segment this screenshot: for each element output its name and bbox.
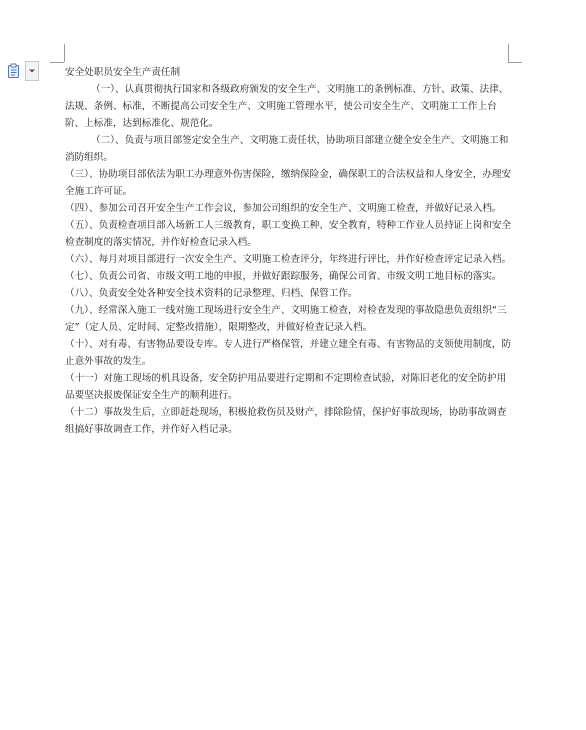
crop-mark-top-left (64, 44, 65, 62)
paragraph: （六）、每月对项目部进行一次安全生产、文明施工检查评分，年终进行评比，并作好检查评定记录入档。 (65, 254, 512, 265)
chevron-down-icon[interactable] (25, 61, 39, 81)
paragraph: （二）、负责与项目部签定安全生产、文明施工责任状，协助项目部建立健全安全生产、文明施工和消防组织。 (65, 135, 509, 163)
paragraph: （十）、对有毒、有害物品要设专库。专人进行严格保管，并建立建全有毒、有害物品的支领使用制度，防止意外事故的发生。 (65, 339, 512, 367)
paragraph: （四）、参加公司召开安全生产工作会议，参加公司组织的安全生产、文明施工检查，并做好记录入档。 (65, 203, 502, 214)
paragraph: （十二）事故发生后，立即赶赴现场，积极抢救伤员及财产，排除险情，保护好事故现场，协助事故调查组搞好事故调查工作，并作好入档记录。 (65, 407, 507, 435)
document-body[interactable] (65, 64, 515, 438)
paragraph: （九）、经常深入施工一线对施工现场进行安全生产、文明施工检查，对检查发现的事故隐患负责组织“三定”（定人员、定时间、定整改措施），限期整改，并做好检查记录入档。 (65, 305, 507, 333)
paragraph: （七）、负责公司省、市级文明工地的申报，并做好跟踪服务，确保公司省、市级文明工地目标的落实。 (65, 271, 502, 282)
crop-mark-top-left (50, 62, 64, 63)
paragraph: （十一）对施工现场的机具设备，安全防护用品要进行定期和不定期检查试验，对陈旧老化的安全防护用品要坚决报废保证安全生产的顺利进行。 (65, 373, 507, 401)
paragraph: （一）、认真贯彻执行国家和各级政府颁发的安全生产、文明施工的条例标准、方针、政策、法律、法规、条例、标准，不断提高公司安全生产、文明施工管理水平，使公司安全生产、文明施工工作上台阶、上标准，达到标准化、规范化。 (65, 84, 509, 129)
paragraph: （五）、负责检查项目部入场新工人三级教育，职工变换工种、安全教育，特种工作业人员持证上岗和安全检查制度的落实情况，并作好检查记录入档。 (65, 220, 512, 248)
paragraph: （八）、负责安全处各种安全技术资料的记录整理、归档、保管工作。 (65, 288, 358, 299)
crop-mark-top-right (508, 62, 522, 63)
crop-mark-top-right (508, 44, 509, 62)
paste-options-icon[interactable] (5, 62, 23, 80)
paragraph: （三）、协助项目部依法为职工办理意外伤害保险，缴纳保险金，确保职工的合法权益和人身安全，办理安全施工许可证。 (65, 169, 512, 197)
paste-options-button[interactable] (5, 61, 39, 81)
document-title: 安全处职员安全生产责任制 (65, 67, 181, 78)
